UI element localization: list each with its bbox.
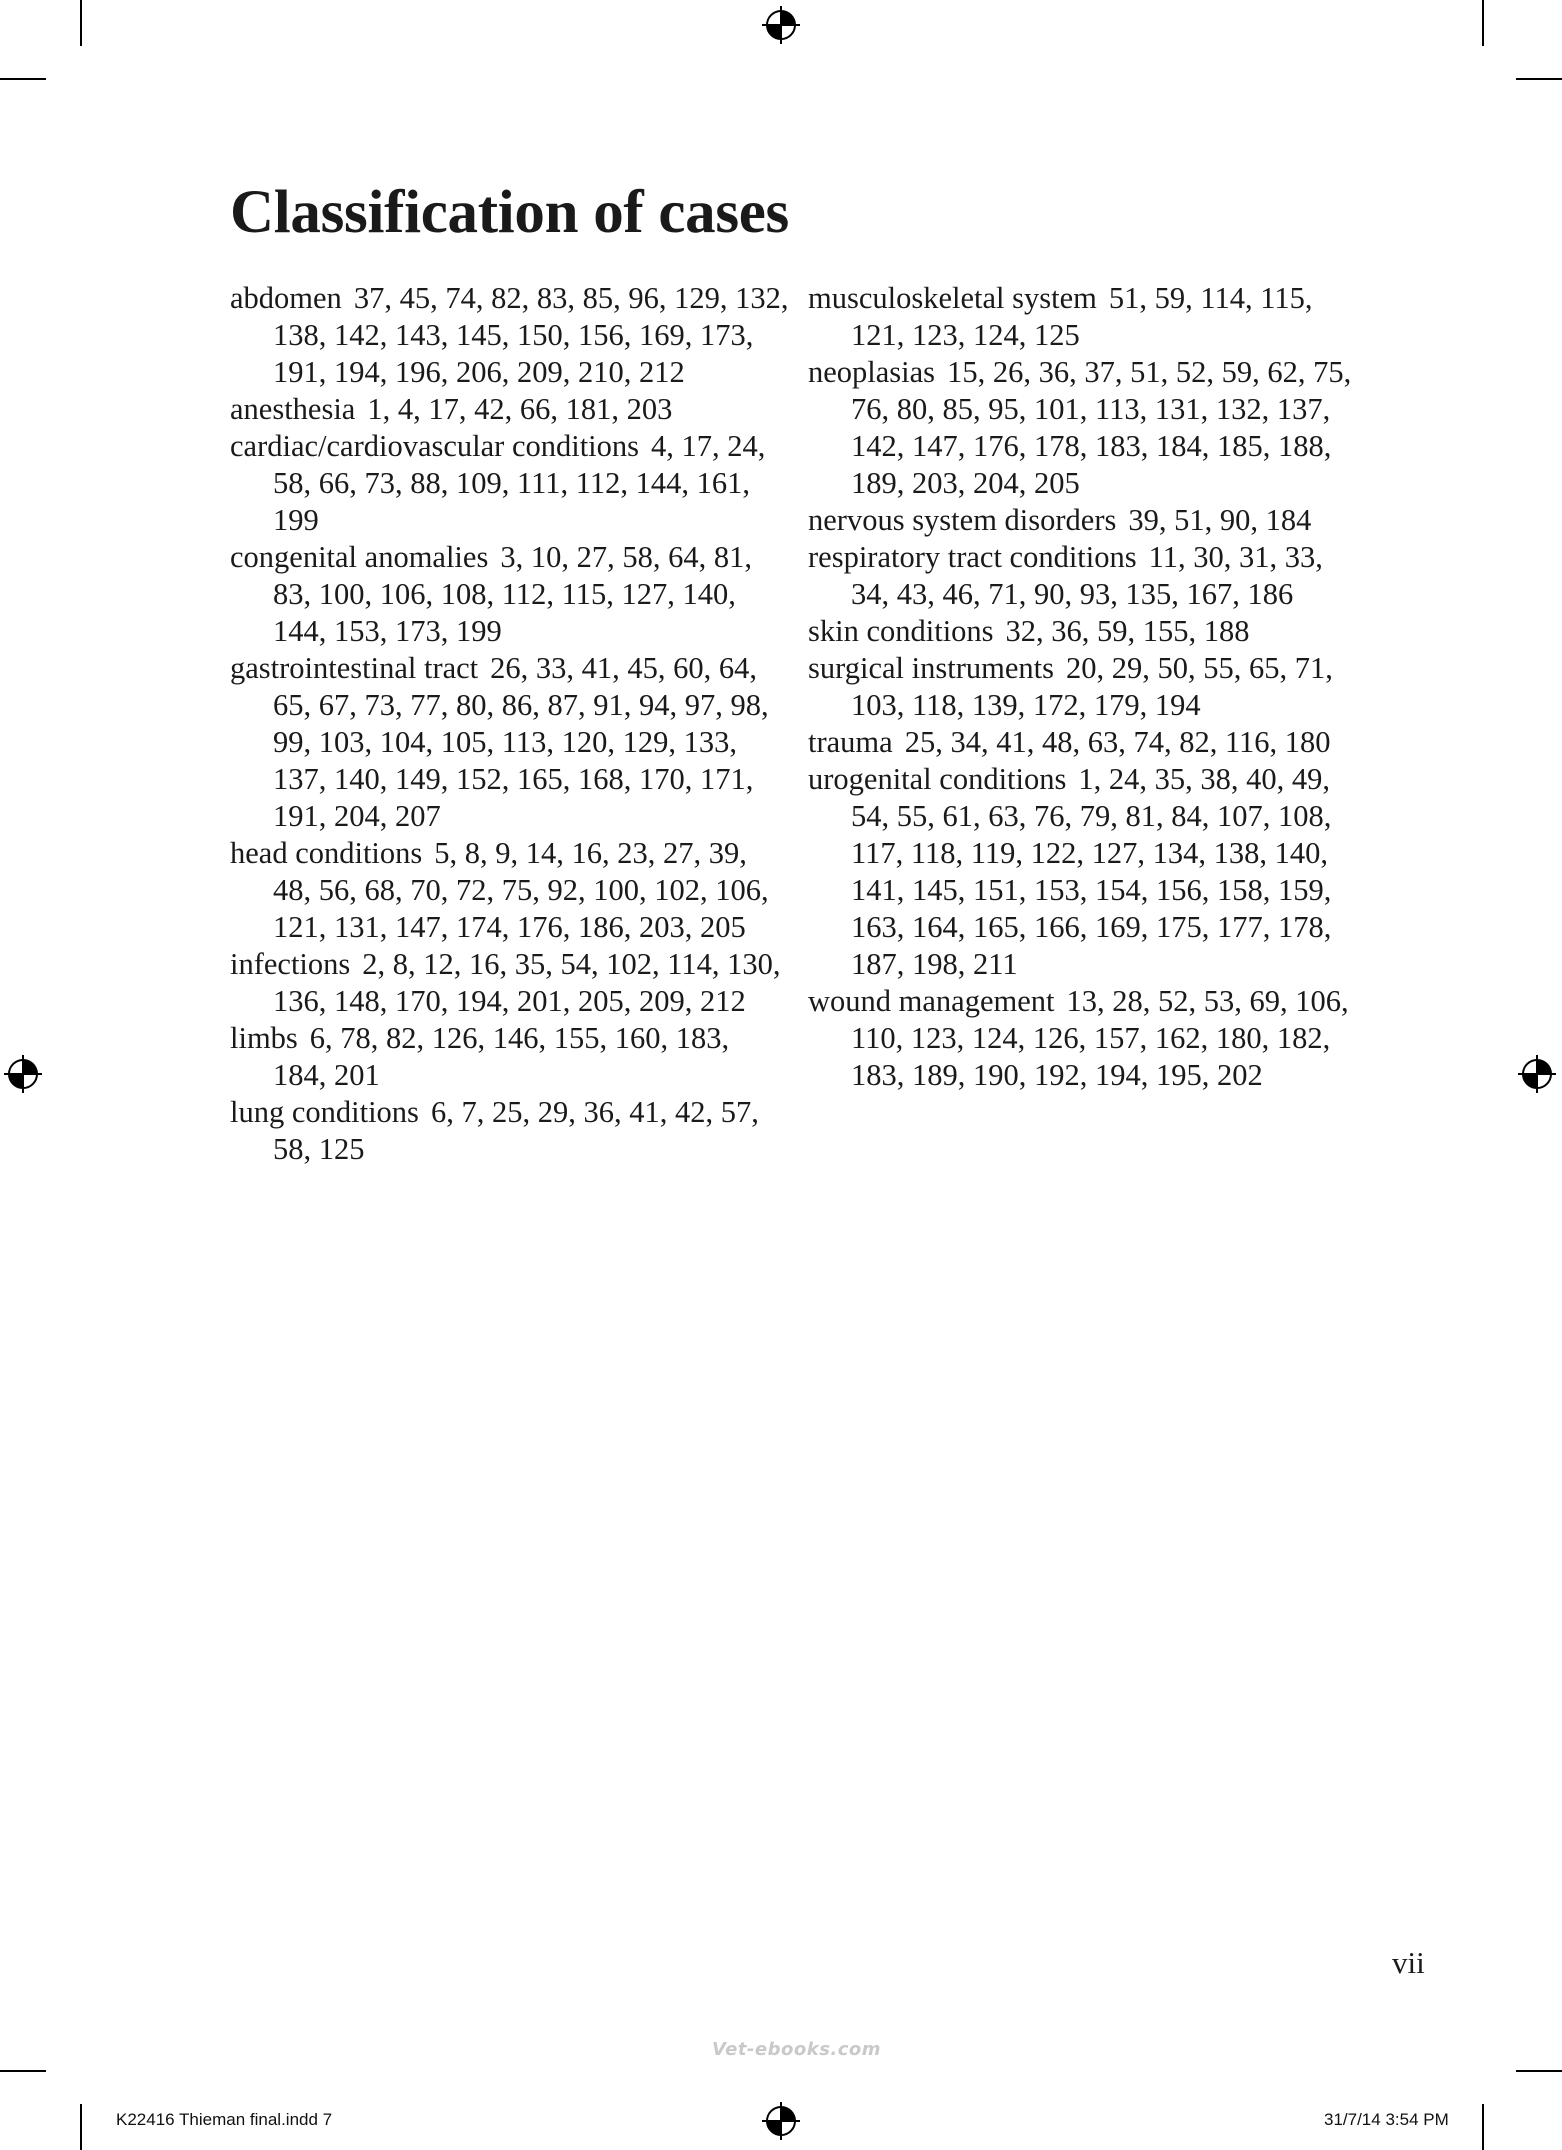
index-term: gastrointestinal tract	[230, 651, 479, 685]
index-term: cardiac/cardiovascular conditions	[230, 429, 640, 463]
index-term: nervous system disorders	[808, 503, 1117, 537]
index-column-right	[808, 280, 1368, 1094]
index-term: skin conditions	[808, 614, 994, 648]
index-term: abdomen	[230, 281, 342, 315]
index-pages: 25, 34, 41, 48, 63, 74, 82, 116, 180	[904, 725, 1331, 759]
index-pages: 13, 28, 52, 53, 69, 106, 110, 123, 124, 126, 157, 162, 180, 182, 183, 189, 190, 192, 194, 195, 202	[851, 984, 1349, 1092]
index-entry	[808, 724, 1368, 761]
index-pages: 1, 24, 35, 38, 40, 49, 54, 55, 61, 63, 76, 79, 81, 84, 107, 108, 117, 118, 119, 122, 127, 134, 138, 140, 141, 145, 151, 153, 154, 156, 158, 159, 163, 164, 165, 166, 169, 175, 177, 178, 187, 198, 211	[851, 762, 1332, 981]
index-entry	[230, 280, 790, 391]
index-entry	[808, 983, 1368, 1094]
registration-mark-icon	[762, 6, 800, 44]
crop-mark	[80, 2104, 82, 2150]
crop-mark	[0, 2070, 46, 2072]
index-term: musculoskeletal system	[808, 281, 1097, 315]
crop-mark	[1482, 2104, 1484, 2150]
index-term: congenital anomalies	[230, 540, 489, 574]
index-term: infections	[230, 947, 351, 981]
index-pages: 26, 33, 41, 45, 60, 64, 65, 67, 73, 77, 80, 86, 87, 91, 94, 97, 98, 99, 103, 104, 105, 113, 120, 129, 133, 137, 140, 149, 152, 165, 168, 170, 171, 191, 204, 207	[273, 651, 769, 833]
index-entry	[808, 761, 1368, 983]
index-term: anesthesia	[230, 392, 356, 426]
index-pages: 39, 51, 90, 184	[1128, 503, 1312, 537]
index-pages: 37, 45, 74, 82, 83, 85, 96, 129, 132, 138, 142, 143, 145, 150, 156, 169, 173, 191, 194, 196, 206, 209, 210, 212	[273, 281, 789, 389]
index-entry	[230, 835, 790, 946]
index-term: trauma	[808, 725, 893, 759]
index-pages: 2, 8, 12, 16, 35, 54, 102, 114, 130, 136, 148, 170, 194, 201, 205, 209, 212	[273, 947, 781, 1018]
index-pages: 32, 36, 59, 155, 188	[1005, 614, 1250, 648]
registration-mark-icon	[1518, 1055, 1556, 1093]
index-term: respiratory tract conditions	[808, 540, 1137, 574]
index-pages: 6, 78, 82, 126, 146, 155, 160, 183, 184, 201	[273, 1021, 730, 1092]
index-pages: 1, 4, 17, 42, 66, 181, 203	[367, 392, 673, 426]
index-pages: 11, 30, 31, 33, 34, 43, 46, 71, 90, 93, 135, 167, 186	[851, 540, 1323, 611]
index-term: lung conditions	[230, 1095, 419, 1129]
crop-mark	[1516, 2070, 1562, 2072]
index-term: head conditions	[230, 836, 423, 870]
index-entry	[230, 391, 790, 428]
index-pages: 4, 17, 24, 58, 66, 73, 88, 109, 111, 112, 144, 161, 199	[273, 429, 766, 537]
index-term: wound management	[808, 984, 1055, 1018]
index-term: urogenital conditions	[808, 762, 1067, 796]
crop-mark	[0, 78, 46, 80]
index-pages: 6, 7, 25, 29, 36, 41, 42, 57, 58, 125	[273, 1095, 759, 1166]
watermark: Vet-ebooks.com	[712, 2039, 882, 2060]
page-title: Classification of cases	[230, 179, 789, 246]
index-entry	[808, 650, 1368, 724]
index-pages: 51, 59, 114, 115, 121, 123, 124, 125	[851, 281, 1313, 352]
index-entry	[230, 650, 790, 835]
index-pages: 20, 29, 50, 55, 65, 71, 103, 118, 139, 172, 179, 194	[851, 651, 1333, 722]
index-entry	[230, 946, 790, 1020]
index-pages: 3, 10, 27, 58, 64, 81, 83, 100, 106, 108, 112, 115, 127, 140, 144, 153, 173, 199	[273, 540, 752, 648]
index-entry	[230, 1020, 790, 1094]
file-slug: K22416 Thieman final.indd 7	[116, 2110, 333, 2129]
index-entry	[808, 502, 1368, 539]
date-slug: 31/7/14 3:54 PM	[1324, 2110, 1449, 2129]
index-pages: 5, 8, 9, 14, 16, 23, 27, 39, 48, 56, 68, 70, 72, 75, 92, 100, 102, 106, 121, 131, 147, 174, 176, 186, 203, 205	[273, 836, 769, 944]
index-column-left	[230, 280, 790, 1168]
index-entry	[808, 539, 1368, 613]
index-term: limbs	[230, 1021, 298, 1055]
index-term: surgical instruments	[808, 651, 1054, 685]
index-entry	[230, 539, 790, 650]
crop-mark	[1516, 78, 1562, 80]
crop-mark	[80, 0, 82, 46]
index-entry	[230, 1094, 790, 1168]
crop-mark	[1482, 0, 1484, 46]
registration-mark-icon	[762, 2102, 800, 2140]
index-term: neoplasias	[808, 355, 936, 389]
index-entry	[808, 354, 1368, 502]
registration-mark-icon	[4, 1055, 42, 1093]
index-entry	[808, 280, 1368, 354]
index-pages: 15, 26, 36, 37, 51, 52, 59, 62, 75, 76, 80, 85, 95, 101, 113, 131, 132, 137, 142, 147, 176, 178, 183, 184, 185, 188, 189, 203, 204, 205	[851, 355, 1352, 500]
index-entry	[230, 428, 790, 539]
index-entry	[808, 613, 1368, 650]
page-number: vii	[1392, 1945, 1425, 1980]
